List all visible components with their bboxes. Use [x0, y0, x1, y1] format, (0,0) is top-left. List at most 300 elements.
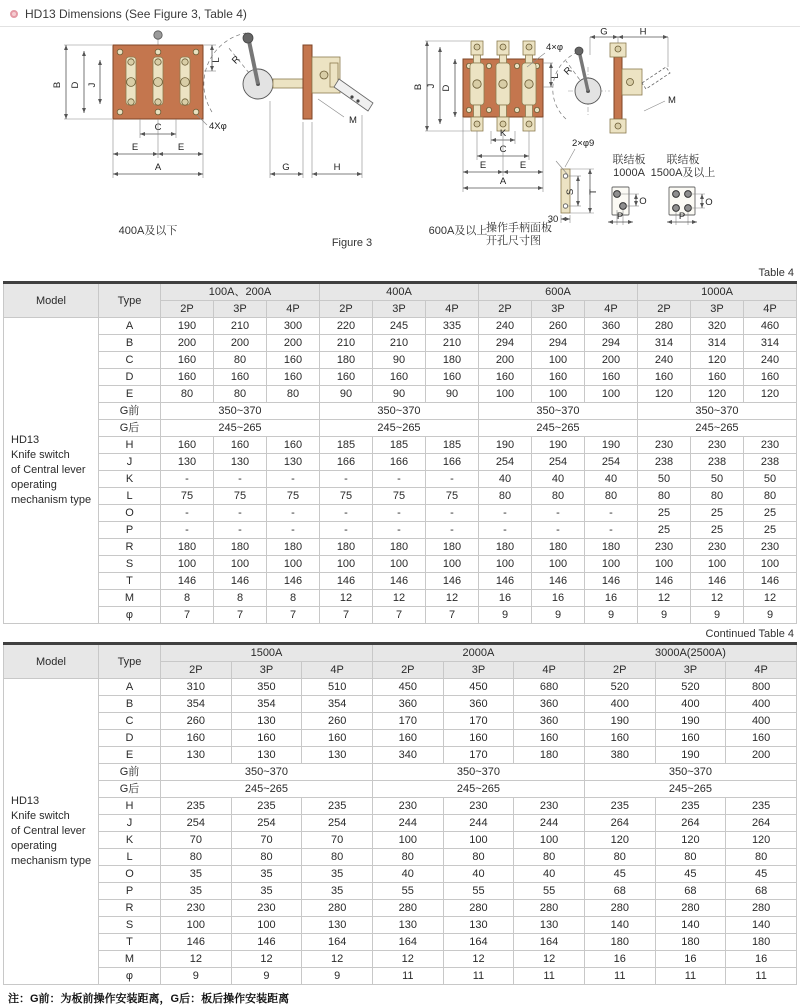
pole-header: 2P	[161, 301, 214, 318]
value-cell: 80	[744, 488, 797, 505]
value-cell: 160	[638, 369, 691, 386]
dim-label-o: O	[639, 196, 647, 207]
type-header: Type	[99, 283, 161, 318]
value-cell: 12	[638, 590, 691, 607]
value-cell: -	[214, 471, 267, 488]
value-cell: -	[320, 505, 373, 522]
value-cell: 245~265	[161, 781, 373, 798]
value-cell: 185	[373, 437, 426, 454]
value-cell: 230	[372, 798, 443, 815]
value-cell: 260	[532, 318, 585, 335]
dim-type-cell: M	[99, 590, 161, 607]
value-cell: 140	[584, 917, 655, 934]
value-cell: 80	[585, 488, 638, 505]
dim-type-cell: D	[99, 730, 161, 747]
value-cell: 400	[726, 696, 797, 713]
value-cell: 260	[161, 713, 232, 730]
value-cell: 800	[726, 679, 797, 696]
value-cell: 75	[267, 488, 320, 505]
value-cell: 235	[726, 798, 797, 815]
value-cell: 164	[302, 934, 373, 951]
value-cell: 146	[638, 573, 691, 590]
footnote: 注：G前：为板前操作安装距离，G后：板后操作安装距离	[8, 993, 290, 1005]
value-cell: 40	[532, 471, 585, 488]
table-row	[4, 522, 797, 539]
value-cell: 166	[320, 454, 373, 471]
caption-600a: 600A及以上	[428, 225, 488, 237]
value-cell: 185	[426, 437, 479, 454]
value-cell: 230	[514, 798, 585, 815]
value-cell: 100	[426, 556, 479, 573]
value-cell: 130	[372, 917, 443, 934]
table-row	[4, 352, 797, 369]
holes-label-400a: 4Xφ	[209, 121, 227, 132]
front-view-600a	[413, 41, 563, 192]
value-cell: 264	[655, 815, 726, 832]
value-cell: 180	[426, 352, 479, 369]
value-cell: 160	[585, 369, 638, 386]
value-cell: 280	[655, 900, 726, 917]
value-cell: 120	[655, 832, 726, 849]
dim-type-cell: E	[99, 386, 161, 403]
value-cell: 120	[744, 386, 797, 403]
value-cell: 25	[744, 522, 797, 539]
dim-type-cell: G前	[99, 764, 161, 781]
dim-type-cell: A	[99, 318, 161, 335]
value-cell: 280	[638, 318, 691, 335]
value-cell: -	[532, 505, 585, 522]
value-cell: 160	[426, 369, 479, 386]
value-cell: -	[426, 522, 479, 539]
table-row	[4, 781, 797, 798]
figure-3-diagram	[0, 27, 800, 263]
value-cell: 100	[585, 386, 638, 403]
dim-type-cell: B	[99, 696, 161, 713]
value-cell: 160	[231, 730, 302, 747]
dim-label-d: D	[441, 84, 452, 92]
value-cell: 146	[479, 573, 532, 590]
value-cell: 130	[302, 747, 373, 764]
value-cell: 190	[655, 747, 726, 764]
value-cell: 16	[726, 951, 797, 968]
value-cell: 75	[214, 488, 267, 505]
value-cell: 230	[638, 539, 691, 556]
value-cell: 130	[514, 917, 585, 934]
value-cell: 45	[655, 866, 726, 883]
value-cell: 90	[320, 386, 373, 403]
pole-header: 4P	[514, 662, 585, 679]
dim-type-cell: G前	[99, 403, 161, 420]
value-cell: 8	[267, 590, 320, 607]
value-cell: 45	[584, 866, 655, 883]
dim-type-cell: T	[99, 573, 161, 590]
value-cell: 35	[161, 866, 232, 883]
table-row	[4, 764, 797, 781]
rating-group-header: 1500A	[161, 644, 373, 662]
value-cell: 7	[267, 607, 320, 624]
table-row	[4, 883, 797, 900]
lever-mechanism-600a	[553, 47, 610, 119]
value-cell: 12	[744, 590, 797, 607]
value-cell: 235	[302, 798, 373, 815]
value-cell: 260	[302, 713, 373, 730]
value-cell: 120	[691, 386, 744, 403]
value-cell: 245~265	[638, 420, 797, 437]
table-row	[4, 488, 797, 505]
value-cell: 164	[443, 934, 514, 951]
table-row	[4, 713, 797, 730]
value-cell: 170	[372, 713, 443, 730]
value-cell: 7	[161, 607, 214, 624]
value-cell: 245~265	[372, 781, 584, 798]
value-cell: 70	[231, 832, 302, 849]
value-cell: 180	[161, 539, 214, 556]
value-cell: 100	[585, 556, 638, 573]
value-cell: 146	[161, 934, 232, 951]
value-cell: 25	[638, 505, 691, 522]
value-cell: 100	[514, 832, 585, 849]
dim-label-e: E	[177, 142, 185, 153]
value-cell: 100	[161, 917, 232, 934]
value-cell: 50	[638, 471, 691, 488]
value-cell: 9	[585, 607, 638, 624]
table-row	[4, 471, 797, 488]
value-cell: 11	[514, 968, 585, 985]
value-cell: 190	[584, 713, 655, 730]
value-cell: 450	[372, 679, 443, 696]
value-cell: 280	[514, 900, 585, 917]
dim-type-cell: K	[99, 471, 161, 488]
value-cell: 90	[426, 386, 479, 403]
dim-label-j: J	[87, 82, 98, 88]
dim-type-cell: S	[99, 556, 161, 573]
plate-large-title: 联结板	[666, 154, 700, 166]
table-row	[4, 866, 797, 883]
rating-group-header: 3000A(2500A)	[584, 644, 796, 662]
table-row	[4, 832, 797, 849]
value-cell: 240	[744, 352, 797, 369]
dim-label-d: D	[70, 81, 81, 89]
value-cell: 100	[231, 917, 302, 934]
rating-group-header: 400A	[320, 283, 479, 301]
value-cell: 9	[479, 607, 532, 624]
side-view-400a	[270, 45, 373, 178]
value-cell: 160	[655, 730, 726, 747]
dim-label-g: G	[282, 162, 290, 173]
value-cell: 180	[426, 539, 479, 556]
value-cell: 70	[161, 832, 232, 849]
value-cell: 180	[479, 539, 532, 556]
value-cell: 80	[372, 849, 443, 866]
dim-type-cell: E	[99, 747, 161, 764]
value-cell: 130	[443, 917, 514, 934]
value-cell: 280	[372, 900, 443, 917]
page-title: HD13 Dimensions (See Figure 3, Table 4)	[25, 7, 247, 21]
value-cell: 7	[373, 607, 426, 624]
value-cell: 120	[584, 832, 655, 849]
value-cell: 146	[691, 573, 744, 590]
table-row	[4, 318, 797, 335]
value-cell: 40	[479, 471, 532, 488]
value-cell: 190	[532, 437, 585, 454]
value-cell: 100	[214, 556, 267, 573]
value-cell: 100	[373, 556, 426, 573]
value-cell: 180	[267, 539, 320, 556]
value-cell: 80	[302, 849, 373, 866]
value-cell: 166	[426, 454, 479, 471]
value-cell: 100	[320, 556, 373, 573]
value-cell: -	[214, 522, 267, 539]
table-row	[4, 951, 797, 968]
dim-type-cell: J	[99, 454, 161, 471]
dim-type-cell: H	[99, 798, 161, 815]
value-cell: 245~265	[320, 420, 479, 437]
dim-type-cell: H	[99, 437, 161, 454]
value-cell: 200	[585, 352, 638, 369]
type-header: Type	[99, 644, 161, 679]
value-cell: 80	[443, 849, 514, 866]
table-row	[4, 403, 797, 420]
dim-type-cell: P	[99, 522, 161, 539]
dim-label-c: C	[499, 144, 507, 155]
pole-header: 3P	[532, 301, 585, 318]
value-cell: -	[214, 505, 267, 522]
dim-type-cell: φ	[99, 607, 161, 624]
value-cell: -	[373, 505, 426, 522]
value-cell: 16	[532, 590, 585, 607]
dim-label-h: H	[333, 162, 341, 173]
value-cell: 280	[726, 900, 797, 917]
value-cell: 160	[161, 437, 214, 454]
value-cell: 310	[161, 679, 232, 696]
value-cell: 35	[231, 883, 302, 900]
dim-label-b: B	[52, 81, 63, 89]
value-cell: 360	[585, 318, 638, 335]
value-cell: 190	[479, 437, 532, 454]
value-cell: 160	[161, 730, 232, 747]
value-cell: -	[320, 471, 373, 488]
value-cell: 12	[514, 951, 585, 968]
value-cell: 354	[161, 696, 232, 713]
dim-type-cell: C	[99, 713, 161, 730]
dim-type-cell: J	[99, 815, 161, 832]
table-row	[4, 539, 797, 556]
value-cell: 238	[744, 454, 797, 471]
value-cell: 140	[655, 917, 726, 934]
table-row	[4, 849, 797, 866]
value-cell: 160	[479, 369, 532, 386]
value-cell: 400	[726, 713, 797, 730]
plate-large-rating: 1500A及以上	[650, 167, 716, 179]
value-cell: 9	[744, 607, 797, 624]
table-row	[4, 556, 797, 573]
value-cell: 200	[161, 335, 214, 352]
value-cell: -	[373, 471, 426, 488]
value-cell: 11	[443, 968, 514, 985]
value-cell: 210	[426, 335, 479, 352]
value-cell: 11	[655, 968, 726, 985]
value-cell: 254	[479, 454, 532, 471]
value-cell: 25	[691, 522, 744, 539]
value-cell: 335	[426, 318, 479, 335]
value-cell: 294	[479, 335, 532, 352]
value-cell: 210	[373, 335, 426, 352]
value-cell: 200	[479, 352, 532, 369]
rating-group-header: 100A、200A	[161, 283, 320, 301]
pole-header: 4P	[426, 301, 479, 318]
dim-label-r: R	[229, 53, 243, 67]
value-cell: 130	[214, 454, 267, 471]
value-cell: 80	[584, 849, 655, 866]
value-cell: 160	[161, 369, 214, 386]
value-cell: -	[585, 505, 638, 522]
value-cell: 146	[373, 573, 426, 590]
value-cell: 180	[320, 539, 373, 556]
table-row	[4, 420, 797, 437]
value-cell: 75	[426, 488, 479, 505]
value-cell: 100	[372, 832, 443, 849]
value-cell: 160	[302, 730, 373, 747]
value-cell: 16	[479, 590, 532, 607]
value-cell: 360	[514, 696, 585, 713]
dim-label-h: H	[639, 27, 647, 38]
dim-label-e: E	[519, 160, 527, 171]
side-view-600a	[590, 27, 676, 133]
value-cell: 100	[744, 556, 797, 573]
model-header: Model	[4, 644, 99, 679]
value-cell: 294	[532, 335, 585, 352]
value-cell: -	[479, 505, 532, 522]
value-cell: 360	[443, 696, 514, 713]
dim-type-cell: O	[99, 505, 161, 522]
value-cell: 146	[231, 934, 302, 951]
value-cell: 230	[744, 437, 797, 454]
dim-type-cell: R	[99, 900, 161, 917]
table-row	[4, 505, 797, 522]
value-cell: 235	[655, 798, 726, 815]
value-cell: 12	[302, 951, 373, 968]
table-row	[4, 747, 797, 764]
value-cell: 520	[655, 679, 726, 696]
value-cell: 55	[443, 883, 514, 900]
value-cell: 80	[532, 488, 585, 505]
plate-small-rating: 1000A	[613, 167, 645, 179]
value-cell: 350~370	[320, 403, 479, 420]
pole-header: 4P	[267, 301, 320, 318]
value-cell: 146	[320, 573, 373, 590]
dim-label-t: T	[588, 189, 599, 195]
dim-type-cell: L	[99, 849, 161, 866]
value-cell: 40	[585, 471, 638, 488]
dim-type-cell: C	[99, 352, 161, 369]
dim-label-g: G	[600, 27, 608, 38]
panel-holes-label: 2×φ9	[572, 138, 595, 149]
dim-type-cell: L	[99, 488, 161, 505]
value-cell: 240	[479, 318, 532, 335]
value-cell: 40	[443, 866, 514, 883]
figure-caption: Figure 3	[331, 237, 373, 249]
dim-label-j: J	[426, 83, 437, 89]
value-cell: -	[161, 522, 214, 539]
value-cell: 8	[161, 590, 214, 607]
value-cell: 120	[691, 352, 744, 369]
dim-label-a: A	[154, 162, 162, 173]
value-cell: 180	[214, 539, 267, 556]
value-cell: 100	[479, 556, 532, 573]
table-row	[4, 335, 797, 352]
value-cell: 254	[585, 454, 638, 471]
value-cell: 80	[514, 849, 585, 866]
value-cell: 140	[726, 917, 797, 934]
value-cell: 360	[514, 713, 585, 730]
value-cell: 80	[231, 849, 302, 866]
table-row	[4, 369, 797, 386]
dim-type-cell: G后	[99, 420, 161, 437]
page-header	[0, 0, 800, 27]
value-cell: 11	[584, 968, 655, 985]
value-cell: 40	[372, 866, 443, 883]
value-cell: 16	[584, 951, 655, 968]
model-cell: HD13 Knife switch of Central lever operating mechanism type	[4, 318, 99, 624]
pole-header: 2P	[479, 301, 532, 318]
value-cell: 180	[514, 747, 585, 764]
value-cell: 510	[302, 679, 373, 696]
dim-label-a: A	[499, 176, 507, 187]
value-cell: 200	[726, 747, 797, 764]
value-cell: 80	[161, 849, 232, 866]
value-cell: 75	[161, 488, 214, 505]
value-cell: 314	[691, 335, 744, 352]
value-cell: 9	[302, 968, 373, 985]
value-cell: -	[426, 505, 479, 522]
value-cell: 130	[231, 713, 302, 730]
table-row	[4, 607, 797, 624]
value-cell: 210	[320, 335, 373, 352]
section-bullet-icon	[10, 10, 18, 18]
value-cell: 245~265	[479, 420, 638, 437]
value-cell: 80	[214, 386, 267, 403]
value-cell: 80	[161, 386, 214, 403]
value-cell: 80	[726, 849, 797, 866]
value-cell: 200	[214, 335, 267, 352]
holes-label-600a: 4×φ	[546, 42, 563, 53]
value-cell: 90	[373, 386, 426, 403]
value-cell: 50	[691, 471, 744, 488]
plate-small-title: 联结板	[612, 154, 646, 166]
value-cell: 12	[161, 951, 232, 968]
value-cell: 190	[585, 437, 638, 454]
table-row	[4, 917, 797, 934]
value-cell: 254	[161, 815, 232, 832]
value-cell: 100	[638, 556, 691, 573]
pole-header: 3P	[691, 301, 744, 318]
value-cell: 100	[532, 556, 585, 573]
connection-plate-1500a	[651, 152, 716, 225]
value-cell: 55	[514, 883, 585, 900]
value-cell: 244	[443, 815, 514, 832]
value-cell: 12	[320, 590, 373, 607]
value-cell: 350~370	[638, 403, 797, 420]
value-cell: 400	[584, 696, 655, 713]
value-cell: 350	[231, 679, 302, 696]
table-row	[4, 968, 797, 985]
dim-label-p: P	[678, 211, 686, 222]
value-cell: 100	[161, 556, 214, 573]
dim-type-cell: T	[99, 934, 161, 951]
pole-header: 4P	[585, 301, 638, 318]
value-cell: 160	[744, 369, 797, 386]
value-cell: -	[161, 471, 214, 488]
